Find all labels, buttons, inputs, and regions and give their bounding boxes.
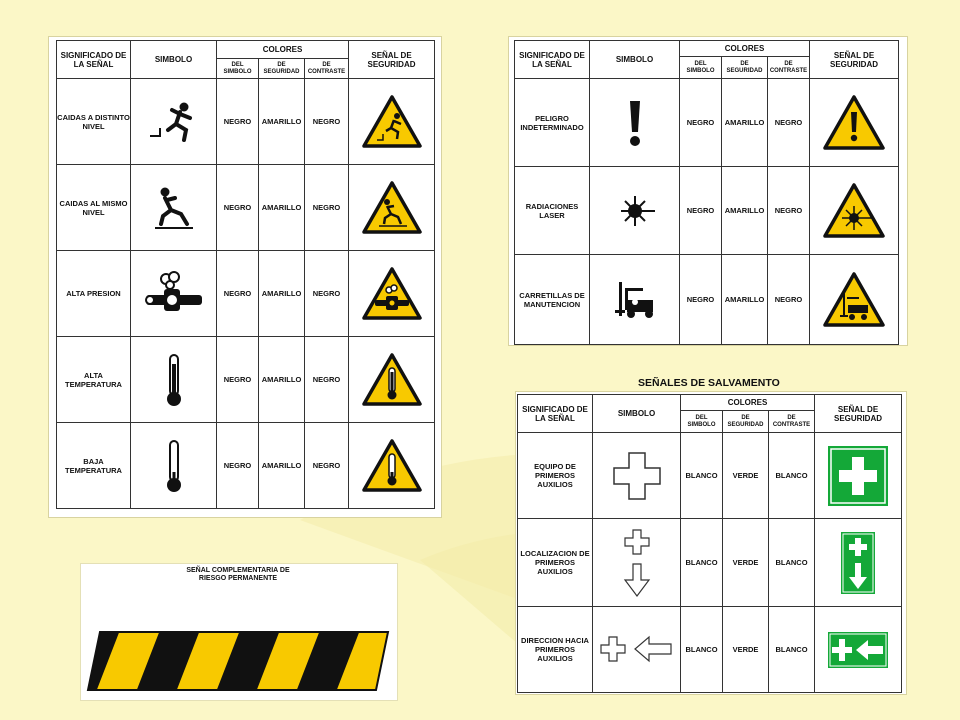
- row-label: PELIGRO INDETERMINADO: [515, 79, 590, 167]
- table-row: [518, 607, 902, 693]
- table-row: [518, 519, 902, 607]
- color-seguridad: AMARILLO: [722, 167, 768, 255]
- table-row: [57, 423, 435, 509]
- color-simbolo: NEGRO: [217, 251, 259, 337]
- table-row: [515, 167, 899, 255]
- row-label: RADIACIONES LASER: [515, 167, 590, 255]
- header-colores: COLORES: [680, 41, 810, 57]
- header-significado: SIGNIFICADO DE LA SEÑAL: [515, 41, 590, 79]
- table-row: [57, 79, 435, 165]
- table-row: [57, 337, 435, 423]
- warning-sign-slip-icon: [349, 165, 435, 251]
- color-seguridad: AMARILLO: [259, 337, 305, 423]
- color-simbolo: NEGRO: [217, 165, 259, 251]
- header-de-contraste: DE CONTRASTE: [769, 411, 815, 433]
- header-de-seguridad: DE SEGURIDAD: [723, 411, 769, 433]
- row-label: CAIDAS A DISTINTO NIVEL: [57, 79, 131, 165]
- cross-arrow-left-icon: [593, 607, 681, 693]
- header-de-contraste: DE CONTRASTE: [305, 59, 349, 79]
- table-row: [515, 255, 899, 345]
- row-label: CAIDAS AL MISMO NIVEL: [57, 165, 131, 251]
- color-simbolo: NEGRO: [217, 337, 259, 423]
- warning-sign-cold-icon: [349, 423, 435, 509]
- header-simbolo: SIMBOLO: [131, 41, 217, 79]
- color-simbolo: NEGRO: [217, 423, 259, 509]
- header-colores: COLORES: [681, 395, 815, 411]
- table-row: [57, 165, 435, 251]
- warning-sign-general-icon: [810, 79, 899, 167]
- warning-sign-laser-icon: [810, 167, 899, 255]
- hazard-stripes-band: [86, 630, 390, 692]
- header-significado: SIGNIFICADO DE LA SEÑAL: [518, 395, 593, 433]
- laser-icon: [590, 167, 680, 255]
- header-de-seguridad: DE SEGURIDAD: [259, 59, 305, 79]
- warning-sign-pressure-icon: [349, 251, 435, 337]
- color-seguridad: AMARILLO: [259, 165, 305, 251]
- color-contraste: NEGRO: [768, 255, 810, 345]
- color-seguridad: VERDE: [723, 519, 769, 607]
- color-seguridad: AMARILLO: [722, 79, 768, 167]
- warning-sign-heat-icon: [349, 337, 435, 423]
- warning-sign-forklift-icon: [810, 255, 899, 345]
- warning-sign-fall-icon: [349, 79, 435, 165]
- thermometer-low-icon: [131, 423, 217, 509]
- color-simbolo: NEGRO: [680, 167, 722, 255]
- color-contraste: BLANCO: [769, 519, 815, 607]
- right-top-signal-table: [514, 40, 899, 345]
- color-simbolo: NEGRO: [680, 255, 722, 345]
- header-de-contraste: DE CONTRASTE: [768, 57, 810, 79]
- color-seguridad: AMARILLO: [259, 79, 305, 165]
- header-del-simbolo: DEL SIMBOLO: [680, 57, 722, 79]
- color-contraste: NEGRO: [305, 337, 349, 423]
- salvamento-title: SEÑALES DE SALVAMENTO: [638, 377, 780, 389]
- forklift-icon: [590, 255, 680, 345]
- first-aid-location-sign-icon: [815, 519, 902, 607]
- color-simbolo: BLANCO: [681, 607, 723, 693]
- slip-trip-icon: [131, 165, 217, 251]
- salvamento-table: [517, 394, 902, 693]
- row-label: DIRECCION HACIA PRIMEROS AUXILIOS: [518, 607, 593, 693]
- color-seguridad: VERDE: [723, 607, 769, 693]
- color-contraste: NEGRO: [305, 423, 349, 509]
- color-seguridad: AMARILLO: [259, 423, 305, 509]
- header-significado: SIGNIFICADO DE LA SEÑAL: [57, 41, 131, 79]
- header-senal: SEÑAL DE SEGURIDAD: [815, 395, 902, 433]
- color-contraste: NEGRO: [305, 165, 349, 251]
- header-del-simbolo: DEL SIMBOLO: [217, 59, 259, 79]
- color-contraste: BLANCO: [769, 433, 815, 519]
- row-label: CARRETILLAS DE MANUTENCION: [515, 255, 590, 345]
- first-aid-sign-icon: [815, 433, 902, 519]
- color-contraste: NEGRO: [305, 79, 349, 165]
- thermometer-high-icon: [131, 337, 217, 423]
- table-row: [518, 433, 902, 519]
- fall-from-height-icon: [131, 79, 217, 165]
- exclamation-icon: [590, 79, 680, 167]
- first-aid-direction-sign-icon: [815, 607, 902, 693]
- row-label: LOCALIZACION DE PRIMEROS AUXILIOS: [518, 519, 593, 607]
- header-colores: COLORES: [217, 41, 349, 59]
- row-label: BAJA TEMPERATURA: [57, 423, 131, 509]
- table-row: [515, 79, 899, 167]
- cross-arrow-down-icon: [593, 519, 681, 607]
- complementaria-title: SEÑAL COMPLEMENTARIA DE RIESGO PERMANENTE: [186, 567, 290, 582]
- high-pressure-icon: [131, 251, 217, 337]
- color-contraste: NEGRO: [305, 251, 349, 337]
- color-simbolo: BLANCO: [681, 433, 723, 519]
- header-senal: SEÑAL DE SEGURIDAD: [810, 41, 899, 79]
- cross-icon: [593, 433, 681, 519]
- left-signal-table: [56, 40, 435, 509]
- row-label: ALTA PRESION: [57, 251, 131, 337]
- color-seguridad: AMARILLO: [722, 255, 768, 345]
- header-de-seguridad: DE SEGURIDAD: [722, 57, 768, 79]
- color-seguridad: AMARILLO: [259, 251, 305, 337]
- color-contraste: NEGRO: [768, 79, 810, 167]
- color-contraste: BLANCO: [769, 607, 815, 693]
- color-seguridad: VERDE: [723, 433, 769, 519]
- header-del-simbolo: DEL SIMBOLO: [681, 411, 723, 433]
- header-senal: SEÑAL DE SEGURIDAD: [349, 41, 435, 79]
- color-simbolo: NEGRO: [680, 79, 722, 167]
- color-simbolo: NEGRO: [217, 79, 259, 165]
- row-label: EQUIPO DE PRIMEROS AUXILIOS: [518, 433, 593, 519]
- header-simbolo: SIMBOLO: [590, 41, 680, 79]
- row-label: ALTA TEMPERATURA: [57, 337, 131, 423]
- color-simbolo: BLANCO: [681, 519, 723, 607]
- color-contraste: NEGRO: [768, 167, 810, 255]
- table-row: [57, 251, 435, 337]
- header-simbolo: SIMBOLO: [593, 395, 681, 433]
